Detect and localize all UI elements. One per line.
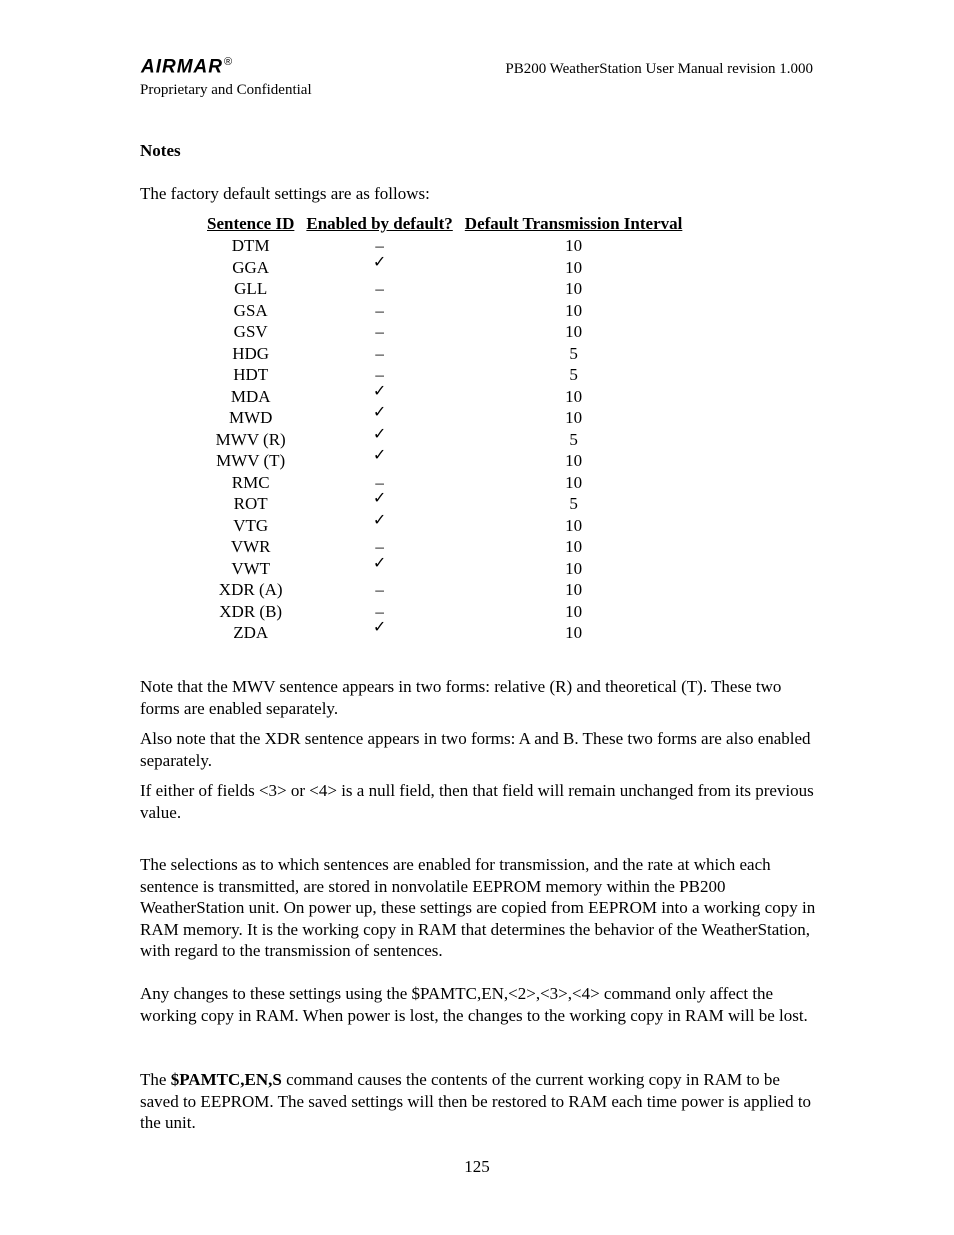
sentence-id-cell <box>201 343 300 365</box>
interval-cell <box>459 278 689 300</box>
table-row <box>201 622 688 644</box>
checkmark-icon: ✓ <box>372 402 387 421</box>
table-row <box>201 321 688 343</box>
mwv-note: Note that the MWV sentence appears in two forms: relative (R) and theoretical (T). These two forms are enabled separately. <box>140 677 782 718</box>
sentence-id-cell <box>201 364 300 386</box>
sentence-id-cell-text: ROT <box>233 494 268 513</box>
sentence-id-cell-text: ZDA <box>233 623 269 642</box>
sentence-id-cell <box>201 278 300 300</box>
checkmark-icon: ✓ <box>372 509 387 529</box>
checkmark-icon: ✓ <box>372 251 387 271</box>
section-title: Notes <box>140 141 181 160</box>
enabled-cell-text: – <box>375 472 384 492</box>
sentence-id-cell-text: MWD <box>228 408 273 427</box>
registered-mark: ® <box>224 56 234 68</box>
checkmark-icon: ✓ <box>372 488 387 507</box>
sentence-id-cell <box>201 536 300 558</box>
enabled-cell <box>300 552 458 580</box>
interval-cell <box>459 235 689 257</box>
checkmark-icon: ✓ <box>372 423 387 443</box>
save-command-note <box>140 1069 820 1134</box>
sentence-id-cell <box>201 472 300 494</box>
airmar-logo <box>141 56 233 78</box>
interval-cell <box>459 515 689 537</box>
sentence-id-cell <box>201 257 300 279</box>
interval-cell-text: 10 <box>565 515 583 535</box>
sentence-id-cell-text: VWT <box>231 558 271 578</box>
interval-cell <box>459 429 689 451</box>
interval-cell <box>459 386 689 408</box>
enabled-cell-text: – <box>375 322 384 341</box>
interval-cell <box>459 622 689 644</box>
interval-cell-text: 10 <box>565 623 583 642</box>
interval-cell-text: 10 <box>565 580 583 599</box>
table-row <box>201 450 688 472</box>
interval-cell <box>459 536 689 558</box>
sentence-id-cell <box>201 450 300 472</box>
sentence-id-cell-text: VWR <box>230 537 271 556</box>
sentence-id-cell-text: GSA <box>233 300 268 320</box>
table-row <box>201 343 688 365</box>
sentence-id-cell <box>201 558 300 580</box>
table-row <box>201 407 688 429</box>
table-row <box>201 536 688 558</box>
enabled-cell-text: – <box>375 343 384 363</box>
interval-cell-text: 10 <box>565 257 583 277</box>
enabled-cell <box>300 321 458 343</box>
enabled-cell <box>300 251 458 279</box>
sentence-id-cell <box>201 386 300 408</box>
sentence-id-cell <box>201 300 300 322</box>
interval-cell <box>459 472 689 494</box>
checkmark-icon: ✓ <box>372 617 387 636</box>
document-title: PB200 WeatherStation User Manual revision 1.000 <box>505 61 813 77</box>
interval-cell <box>459 321 689 343</box>
interval-cell-text: 10 <box>565 322 583 341</box>
interval-cell-text: 10 <box>565 451 583 470</box>
checkmark-icon: ✓ <box>372 380 387 400</box>
enabled-cell <box>300 445 458 472</box>
eeprom-note: The selections as to which sentences are enabled for transmission, and the rate at which each sentence is transmitted, are stored in nonvolatile EEPROM memory within the PB200 WeatherStation unit. On power up, these settings are copied from EEPROM into a working copy in RAM memory. It is the working copy in RAM that determines the behavior of the WeatherStation, with regard to the transmission of sentences. <box>140 855 816 960</box>
enabled-cell <box>300 278 458 300</box>
sentence-id-cell-text: MDA <box>230 386 271 406</box>
interval-cell-text: 10 <box>565 472 583 492</box>
enabled-cell-text: – <box>375 300 384 320</box>
column-header-interval: Default Transmission Interval <box>464 214 683 233</box>
sentence-id-cell-text: HDT <box>233 365 269 384</box>
sentence-id-cell-text: VTG <box>233 515 269 535</box>
table-row <box>201 601 688 623</box>
interval-cell <box>459 450 689 472</box>
column-header-enabled: Enabled by default? <box>306 214 453 233</box>
enabled-cell <box>300 579 458 601</box>
table-header-row <box>201 213 688 235</box>
xdr-note: Also note that the XDR sentence appears in two forms: A and B. These two forms are also enabled separately. <box>140 729 811 770</box>
table-row <box>201 472 688 494</box>
table-row <box>201 429 688 451</box>
sentence-id-cell <box>201 601 300 623</box>
enabled-cell-text: – <box>375 537 384 556</box>
logo-text: AIRMAR <box>141 56 223 78</box>
interval-cell-text: 5 <box>569 494 578 513</box>
interval-cell-text: 10 <box>565 300 583 320</box>
page-number: 125 <box>464 1157 490 1176</box>
interval-cell-text: 10 <box>565 236 583 255</box>
table-row <box>201 386 688 408</box>
enabled-cell-text: – <box>375 236 384 255</box>
null-field-note: If either of fields <3> or <4> is a null field, then that field will remain unchanged from its previous value. <box>140 781 814 822</box>
interval-cell-text: 5 <box>569 429 578 449</box>
table-row <box>201 493 688 515</box>
sentence-id-cell <box>201 429 300 451</box>
interval-cell <box>459 601 689 623</box>
interval-cell-text: 5 <box>569 343 578 363</box>
checkmark-icon: ✓ <box>372 445 387 464</box>
enabled-cell <box>300 617 458 644</box>
interval-cell <box>459 558 689 580</box>
checkmark-icon: ✓ <box>372 552 387 572</box>
confidentiality-label: Proprietary and Confidential <box>140 82 312 98</box>
sentence-id-cell <box>201 579 300 601</box>
interval-cell-text: 10 <box>565 558 583 578</box>
sentence-id-cell-text: HDG <box>232 343 270 363</box>
interval-cell-text: 10 <box>565 279 583 298</box>
enabled-cell-text: – <box>375 365 384 384</box>
sentence-id-cell-text: MWV (T) <box>216 451 286 470</box>
sentence-id-cell-text: XDR (B) <box>219 601 283 621</box>
intro-text: The factory default settings are as follows: <box>140 184 430 203</box>
interval-cell <box>459 364 689 386</box>
sentence-id-cell-text: DTM <box>231 236 270 255</box>
interval-cell-text: 10 <box>565 537 583 556</box>
table-row <box>201 300 688 322</box>
table-row <box>201 278 688 300</box>
sentence-id-cell <box>201 407 300 429</box>
sentence-id-cell <box>201 622 300 644</box>
table-row <box>201 364 688 386</box>
interval-cell <box>459 407 689 429</box>
interval-cell <box>459 343 689 365</box>
sentence-id-cell <box>201 321 300 343</box>
enabled-cell-text: – <box>375 601 384 621</box>
interval-cell-text: 5 <box>569 365 578 384</box>
table-row <box>201 579 688 601</box>
save-command: $PAMTC,EN,S <box>170 1070 282 1089</box>
table-row <box>201 558 688 580</box>
sentence-id-cell-text: GSV <box>233 322 268 341</box>
interval-cell <box>459 579 689 601</box>
interval-cell-text: 10 <box>565 408 583 427</box>
interval-cell-text: 10 <box>565 386 583 406</box>
default-settings-table <box>201 213 688 644</box>
enabled-cell-text: – <box>375 279 384 298</box>
table-row <box>201 235 688 257</box>
sentence-id-cell-text: XDR (A) <box>218 580 283 599</box>
sentence-id-cell <box>201 493 300 515</box>
sentence-id-cell <box>201 515 300 537</box>
table-row <box>201 257 688 279</box>
interval-cell-text: 10 <box>565 601 583 621</box>
changes-note: Any changes to these settings using the $PAMTC,EN,<2>,<3>,<4> command only affect the working copy in RAM. When power is lost, the changes to the working copy in RAM will be lost. <box>140 984 808 1025</box>
interval-cell <box>459 493 689 515</box>
save-rest: command causes the contents of the current working copy in RAM to be saved to EEPROM. The saved settings will then be restored to RAM each time power is applied to the unit. <box>140 1070 812 1132</box>
interval-cell <box>459 257 689 279</box>
save-prefix: The <box>140 1070 171 1089</box>
enabled-cell <box>300 343 458 365</box>
table-body <box>201 235 688 644</box>
interval-cell <box>459 300 689 322</box>
sentence-id-cell-text: GLL <box>234 279 268 298</box>
column-header-sentence-id: Sentence ID <box>207 214 295 233</box>
sentence-id-cell-text: RMC <box>231 472 270 492</box>
sentence-id-cell <box>201 235 300 257</box>
enabled-cell <box>300 300 458 322</box>
sentence-id-cell-text: MWV (R) <box>215 429 286 449</box>
table-row <box>201 515 688 537</box>
enabled-cell-text: – <box>375 580 384 599</box>
sentence-id-cell-text: GGA <box>232 257 270 277</box>
enabled-cell <box>300 509 458 537</box>
